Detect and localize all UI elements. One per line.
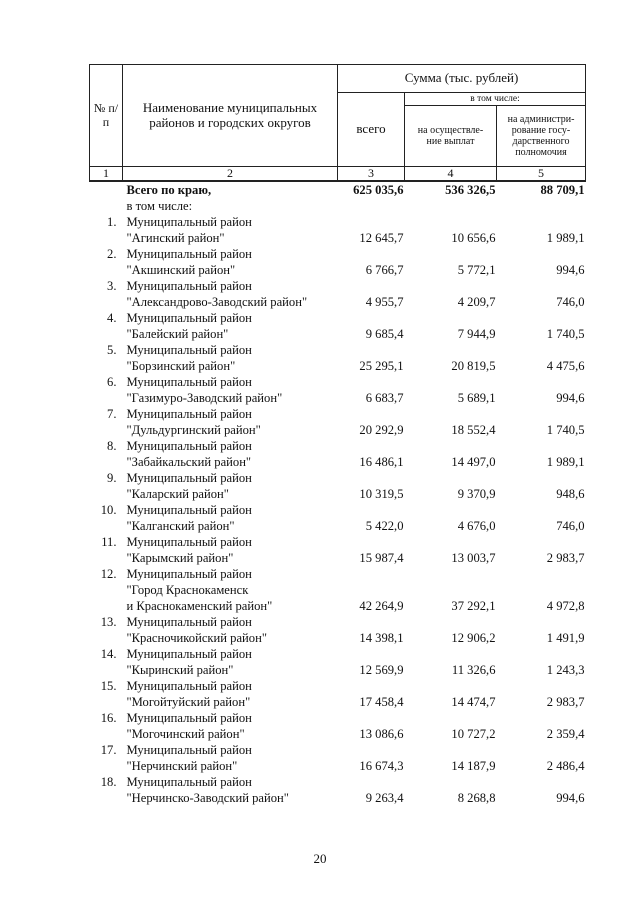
table-row xyxy=(90,470,586,502)
district-name-line: и Краснокаменский район" xyxy=(126,599,273,614)
district-name-line: Муниципальный район xyxy=(126,711,252,726)
district-name xyxy=(123,710,338,742)
value-total: 16 486,1 xyxy=(359,455,404,470)
row-index: 15. xyxy=(100,679,117,694)
page-number: 20 xyxy=(313,851,327,866)
value-total: 10 319,5 xyxy=(359,487,404,502)
header-including: в том числе: xyxy=(405,93,586,106)
row-index: 10. xyxy=(100,503,117,518)
district-name-line: Муниципальный район xyxy=(126,375,252,390)
value-admin: 994,6 xyxy=(556,263,585,278)
value-payments: 14 497,0 xyxy=(451,455,496,470)
value-payments: 20 819,5 xyxy=(451,359,496,374)
row-index: 1. xyxy=(107,215,117,230)
district-name xyxy=(123,534,338,566)
value-total: 42 264,9 xyxy=(359,599,404,614)
row-index: 5. xyxy=(107,343,117,358)
district-name xyxy=(123,214,338,246)
value-payments: 14 474,7 xyxy=(451,695,496,710)
district-name-line: Муниципальный район xyxy=(126,471,252,486)
value-admin: 1 243,3 xyxy=(546,663,585,678)
row-index: 9. xyxy=(107,471,117,486)
total-payments: 536 326,5 xyxy=(445,183,496,198)
value-admin: 746,0 xyxy=(556,295,585,310)
value-total: 6 683,7 xyxy=(365,391,404,406)
value-payments: 8 268,8 xyxy=(457,791,496,806)
value-total: 15 987,4 xyxy=(359,551,404,566)
district-name-line: "Каларский район" xyxy=(126,487,229,502)
table-row xyxy=(90,374,586,406)
district-name-line: "Агинский район" xyxy=(126,231,225,246)
district-name-line: "Могойтуйский район" xyxy=(126,695,251,710)
row-index: 18. xyxy=(100,775,117,790)
district-name-line: "Кыринский район" xyxy=(126,663,234,678)
value-total: 13 086,6 xyxy=(359,727,404,742)
row-index: 13. xyxy=(100,615,117,630)
table-row xyxy=(90,310,586,342)
row-index: 4. xyxy=(107,311,117,326)
district-name-line: "Акшинский район" xyxy=(126,263,236,278)
district-name-line: Муниципальный район xyxy=(126,407,252,422)
column-number: 1 xyxy=(90,167,123,182)
district-name xyxy=(123,278,338,310)
row-index: 7. xyxy=(107,407,117,422)
value-payments: 7 944,9 xyxy=(457,327,496,342)
column-number: 2 xyxy=(123,167,338,182)
row-index: 2. xyxy=(107,247,117,262)
table-row xyxy=(90,278,586,310)
table-row xyxy=(90,646,586,678)
district-name xyxy=(123,470,338,502)
district-name xyxy=(123,502,338,534)
value-total: 4 955,7 xyxy=(365,295,404,310)
district-name xyxy=(123,678,338,710)
district-name xyxy=(123,406,338,438)
district-name-line: Муниципальный район xyxy=(126,311,252,326)
value-admin: 994,6 xyxy=(556,791,585,806)
table-row xyxy=(90,710,586,742)
district-name xyxy=(123,246,338,278)
row-index: 17. xyxy=(100,743,117,758)
row-index: 6. xyxy=(107,375,117,390)
value-admin: 2 983,7 xyxy=(546,695,585,710)
district-name xyxy=(123,374,338,406)
value-total: 5 422,0 xyxy=(365,519,404,534)
value-admin: 948,6 xyxy=(556,487,585,502)
district-name xyxy=(123,774,338,806)
district-name-line: "Забайкальский район" xyxy=(126,455,252,470)
column-number: 4 xyxy=(405,167,497,182)
table-body xyxy=(90,181,586,806)
district-name-line: "Красночикойский район" xyxy=(126,631,267,646)
value-total: 17 458,4 xyxy=(359,695,404,710)
table-row xyxy=(90,566,586,614)
header-total: всего xyxy=(338,93,405,167)
header-sum: Сумма (тыс. рублей) xyxy=(338,65,586,93)
row-index: 12. xyxy=(100,567,117,582)
header-name: Наименование муниципальных районов и городских округов xyxy=(123,65,338,167)
value-total: 9 263,4 xyxy=(365,791,404,806)
value-admin: 994,6 xyxy=(556,391,585,406)
value-payments: 12 906,2 xyxy=(451,631,496,646)
row-index: 14. xyxy=(100,647,117,662)
row-index: 3. xyxy=(107,279,117,294)
table-header xyxy=(90,65,586,182)
value-admin: 1 989,1 xyxy=(546,455,585,470)
table-row xyxy=(90,774,586,806)
table-row xyxy=(90,246,586,278)
district-name xyxy=(123,646,338,678)
district-name xyxy=(123,438,338,470)
district-name-line: "Город Краснокаменск xyxy=(126,583,249,598)
district-name-line: Муниципальный район xyxy=(126,503,252,518)
value-total: 16 674,3 xyxy=(359,759,404,774)
total-sublabel: в том числе: xyxy=(126,199,193,214)
value-admin: 1 989,1 xyxy=(546,231,585,246)
value-admin: 4 972,8 xyxy=(546,599,585,614)
value-admin: 1 740,5 xyxy=(546,423,585,438)
value-total: 6 766,7 xyxy=(365,263,404,278)
table-row xyxy=(90,534,586,566)
header-payments: на осуществле-ние выплат xyxy=(405,106,497,167)
column-number: 5 xyxy=(497,167,586,182)
value-admin: 2 359,4 xyxy=(546,727,585,742)
total-row xyxy=(90,181,586,214)
district-name xyxy=(123,342,338,374)
district-name-line: "Нерчинско-Заводский район" xyxy=(126,791,289,806)
table-row xyxy=(90,438,586,470)
district-name-line: Муниципальный район xyxy=(126,679,252,694)
table-row xyxy=(90,678,586,710)
district-name-line: Муниципальный район xyxy=(126,743,252,758)
table-row xyxy=(90,742,586,774)
value-payments: 4 209,7 xyxy=(457,295,496,310)
district-name-line: Муниципальный район xyxy=(126,647,252,662)
district-name-line: Муниципальный район xyxy=(126,775,252,790)
district-name-line: Муниципальный район xyxy=(126,567,252,582)
district-name-line: Муниципальный район xyxy=(126,535,252,550)
value-total: 14 398,1 xyxy=(359,631,404,646)
value-total: 20 292,9 xyxy=(359,423,404,438)
value-payments: 5 772,1 xyxy=(457,263,496,278)
value-payments: 10 727,2 xyxy=(451,727,496,742)
row-index: 16. xyxy=(100,711,117,726)
district-name xyxy=(123,742,338,774)
value-payments: 4 676,0 xyxy=(457,519,496,534)
total-label: Всего по краю, в том числе: xyxy=(123,181,338,214)
total-admin: 88 709,1 xyxy=(540,183,585,198)
value-payments: 11 326,6 xyxy=(451,663,496,678)
table-row xyxy=(90,502,586,534)
district-name-line: "Карымский район" xyxy=(126,551,234,566)
value-payments: 5 689,1 xyxy=(457,391,496,406)
district-name-line: "Борзинский район" xyxy=(126,359,236,374)
district-name xyxy=(123,566,338,614)
district-name-line: Муниципальный район xyxy=(126,343,252,358)
allocation-table xyxy=(89,64,586,806)
table-row xyxy=(90,406,586,438)
value-admin: 2 486,4 xyxy=(546,759,585,774)
district-name-line: Муниципальный район xyxy=(126,247,252,262)
row-index: 11. xyxy=(101,535,117,550)
district-name-line: "Могочинский район" xyxy=(126,727,245,742)
district-name-line: "Дульдургинский район" xyxy=(126,423,261,438)
district-name xyxy=(123,614,338,646)
value-admin: 1 491,9 xyxy=(546,631,585,646)
district-name-line: "Балейский район" xyxy=(126,327,229,342)
value-total: 12 569,9 xyxy=(359,663,404,678)
value-total: 25 295,1 xyxy=(359,359,404,374)
district-name-line: "Александрово-Заводский район" xyxy=(126,295,308,310)
district-name-line: "Нерчинский район" xyxy=(126,759,238,774)
value-payments: 9 370,9 xyxy=(457,487,496,502)
row-index: 8. xyxy=(107,439,117,454)
value-payments: 18 552,4 xyxy=(451,423,496,438)
district-name-line: Муниципальный район xyxy=(126,615,252,630)
district-name-line: Муниципальный район xyxy=(126,215,252,230)
total-sum: 625 035,6 xyxy=(353,183,404,198)
header-row-number: № п/п xyxy=(90,65,123,167)
table-row xyxy=(90,214,586,246)
value-admin: 4 475,6 xyxy=(546,359,585,374)
district-name-line: Муниципальный район xyxy=(126,439,252,454)
value-total: 9 685,4 xyxy=(365,327,404,342)
table-row xyxy=(90,342,586,374)
value-payments: 14 187,9 xyxy=(451,759,496,774)
district-name-line: "Калганский район" xyxy=(126,519,235,534)
table-row xyxy=(90,614,586,646)
district-name-line: "Газимуро-Заводский район" xyxy=(126,391,283,406)
value-admin: 1 740,5 xyxy=(546,327,585,342)
value-payments: 10 656,6 xyxy=(451,231,496,246)
value-payments: 37 292,1 xyxy=(451,599,496,614)
district-name-line: Муниципальный район xyxy=(126,279,252,294)
column-number: 3 xyxy=(338,167,405,182)
value-payments: 13 003,7 xyxy=(451,551,496,566)
district-name xyxy=(123,310,338,342)
header-admin: на администри-рование госу-дарственного полномочия xyxy=(497,106,586,167)
value-admin: 746,0 xyxy=(556,519,585,534)
value-admin: 2 983,7 xyxy=(546,551,585,566)
value-total: 12 645,7 xyxy=(359,231,404,246)
